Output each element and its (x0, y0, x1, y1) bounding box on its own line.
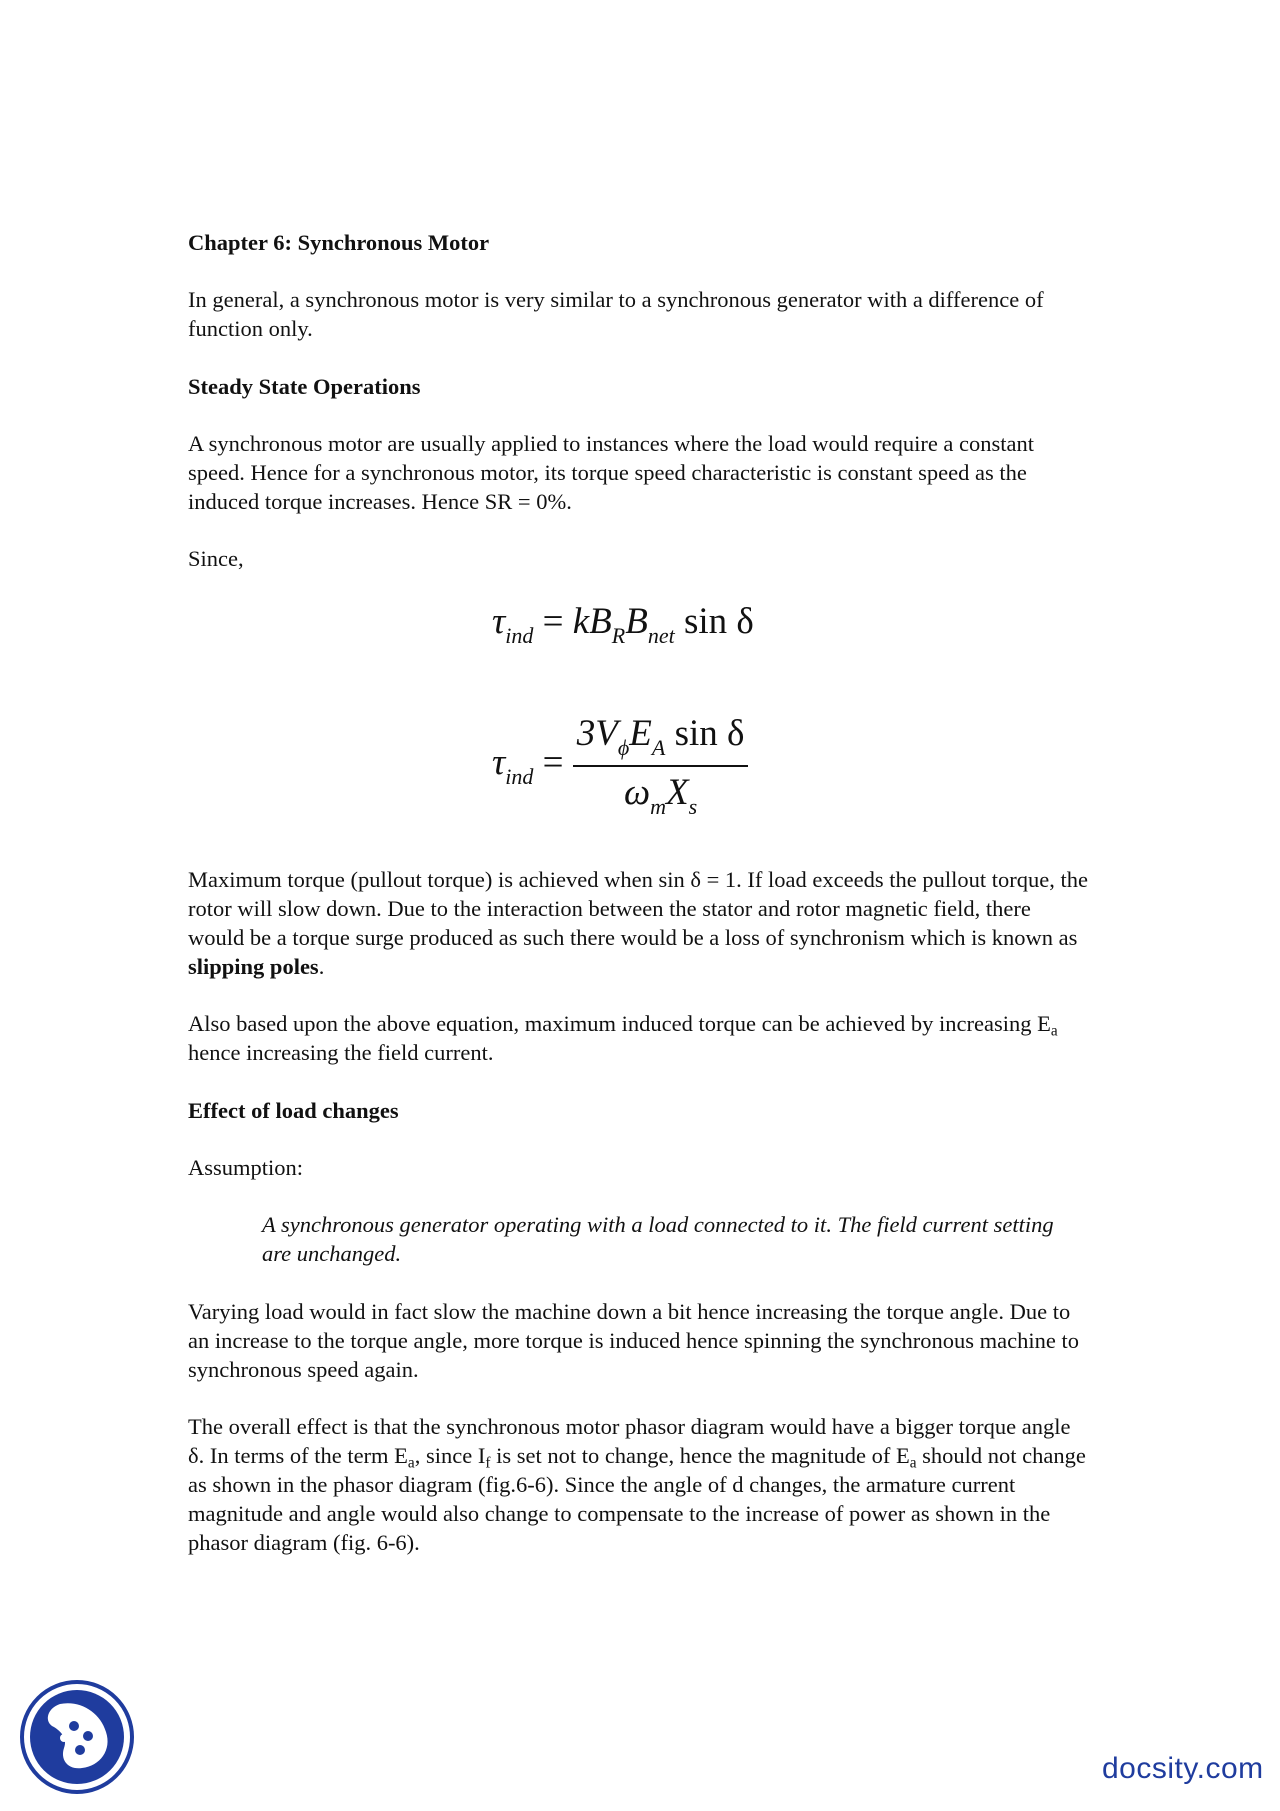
assumption-label: Assumption: (188, 1155, 304, 1180)
slipping-poles-term: slipping poles (188, 954, 319, 979)
eq1-lhs-sub: ind (505, 622, 534, 648)
eq2-lhs-sub: ind (505, 764, 534, 790)
eq1-lhs: τ (492, 601, 506, 642)
eq1-kb: kB (572, 601, 612, 642)
eq2-denominator: $\omega_mX_s$ (573, 765, 749, 820)
chapter-title: Chapter 6: Synchronous Motor (188, 230, 490, 255)
since-label: Since, (188, 546, 244, 571)
steady-state-paragraph: A synchronous motor are usually applied to instances where the load would require a constant speed. Hence for a synchronous motor, its torque speed characteristic is constant speed as the induced torque increases. Hence SR = 0%. (188, 431, 1035, 514)
torque-equation-2 (492, 712, 748, 820)
docsity-logo-icon (20, 1680, 134, 1794)
field-current-paragraph: Also based upon the above equation, maximum induced torque can be achieved by increasing $E_a$ hence increasing the field current. (188, 1011, 1058, 1065)
overall-effect-paragraph: The overall effect is that the synchronous motor phasor diagram would have a bigger torque angle δ. In terms of the term $E_a$, since $I_f$ is set not to change, hence the magnitude of $E_a$ should not change as shown in the phasor diagram (fig.6-6). Since the angle of d changes, the armature current magnitude and angle would also change to compensate to the increase of power as shown in the phasor diagram (fig. 6-6). (188, 1414, 1086, 1555)
varying-load-paragraph: Varying load would in fact slow the machine down a bit hence increasing the torque angle. Due to an increase to the torque angle, more torque is induced hence spinning the synchronous machine to synchronous speed again. (188, 1299, 1079, 1382)
eq1-equals: = (542, 601, 564, 642)
load-changes-heading: Effect of load changes (188, 1098, 399, 1123)
eq2-equals: = (542, 742, 564, 784)
torque-equation-1 (492, 600, 754, 649)
assumption-text: A synchronous generator operating with a load connected to it. The field current setting are unchanged. (262, 1212, 1054, 1266)
steady-state-heading: Steady State Operations (188, 374, 421, 399)
eq2-fraction (573, 712, 749, 820)
eq1-r-sub: R (611, 622, 626, 648)
eq1-b: B (625, 601, 648, 642)
intro-paragraph: In general, a synchronous motor is very similar to a synchronous generator with a difference of function only. (188, 287, 1044, 341)
eq1-net-sub: net (647, 622, 675, 648)
docsity-brand-link[interactable]: docsity.com (1102, 1752, 1264, 1785)
eq2-numerator: $3V_\phi E_A$ sin δ (576, 713, 745, 760)
eq2-lhs: τ (492, 742, 506, 784)
pullout-torque-paragraph: Maximum torque (pullout torque) is achieved when sin δ = 1. If load exceeds the pullout torque, the rotor will slow down. Due to the interaction between the stator and rotor magnetic field, there would be a torque surge produced as such there would be a loss of synchronism which is known as slipping poles. (188, 867, 1088, 979)
eq1-sin: sin δ (674, 601, 754, 642)
